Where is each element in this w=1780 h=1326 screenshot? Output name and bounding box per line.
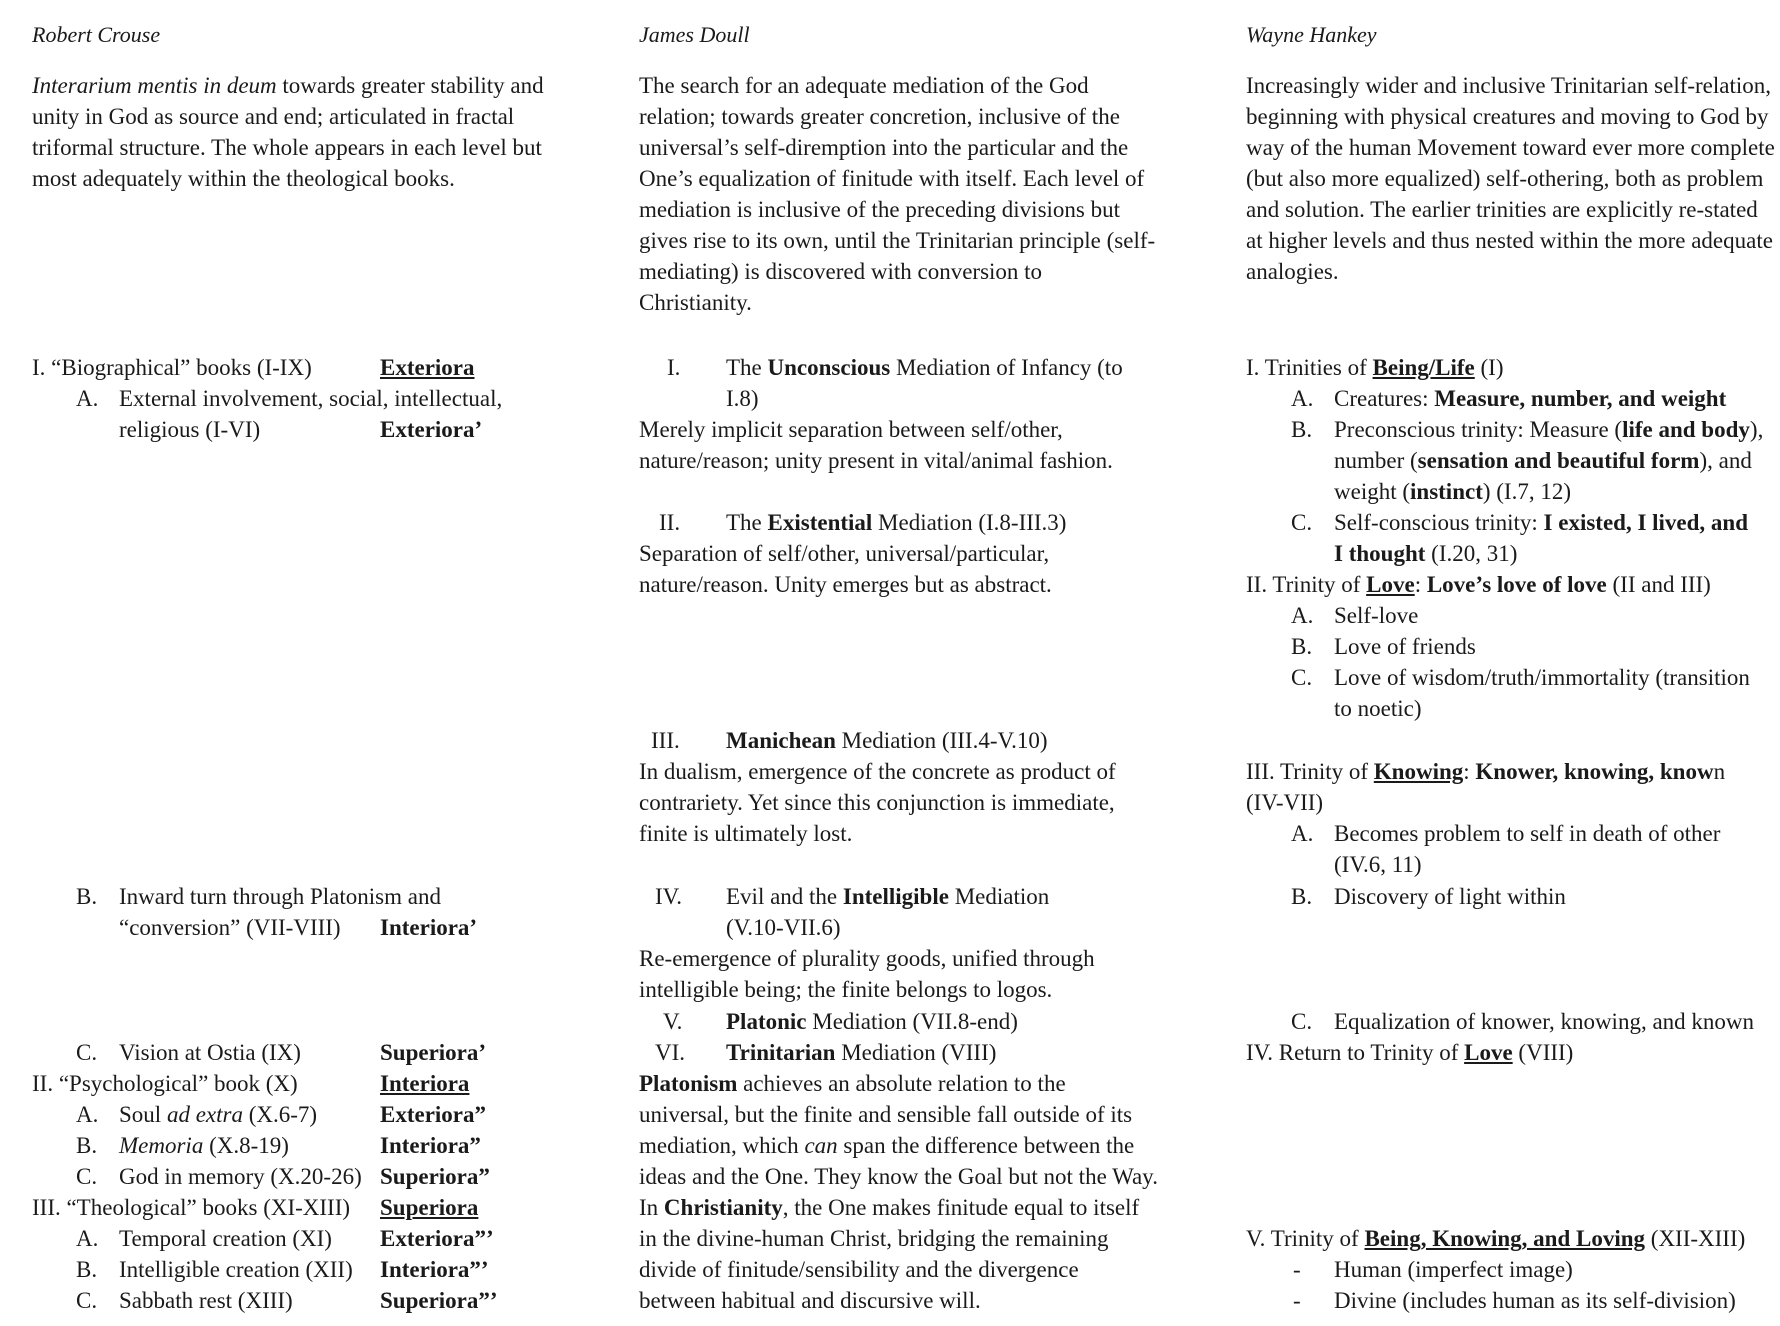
- doull-heading: The Existential Mediation (I.8-III.3): [726, 510, 1067, 535]
- doull-author: James Doull: [639, 22, 750, 47]
- crouse-label: Interiora”’: [380, 1257, 489, 1282]
- doull-heading-cont: I.8): [726, 386, 759, 411]
- crouse-item-text: religious (I-VI): [119, 417, 261, 442]
- doull-heading: Platonic Mediation (VII.8-end): [726, 1009, 1018, 1034]
- crouse-label: Exteriora”’: [380, 1226, 494, 1251]
- crouse-intro: [32, 70, 562, 194]
- crouse-label: Superiora’: [380, 1040, 487, 1065]
- crouse-item-text: Soul ad extra (X.6-7): [119, 1102, 318, 1127]
- crouse-item-text: Inward turn through Platonism and: [119, 884, 441, 909]
- hankey-item-cont: (IV.6, 11): [1334, 852, 1422, 877]
- hankey-section-3: III. Trinity of Knowing: Knower, knowing, known: [1246, 759, 1726, 784]
- doull-desc: In dualism, emergence of the concrete as product of contrariety. Yet since this conjunction is immediate, finite is ultimately lost.: [639, 759, 1116, 846]
- doull-desc: Merely implicit separation between self/other, nature/reason; unity present in vital/animal fashion.: [639, 417, 1113, 473]
- crouse-letter: A.: [76, 386, 99, 411]
- doull-num: IV.: [655, 884, 683, 909]
- crouse-label: Exteriora’: [380, 417, 483, 442]
- crouse-letter: B.: [76, 1257, 98, 1282]
- hankey-letter: A.: [1291, 603, 1314, 628]
- crouse-intro-text: towards greater stability and unity in God as source and end; articulated in fractal triformal structure. The whole appears in each level but most adequately within the theological books.: [32, 73, 544, 191]
- crouse-section-1: I. “Biographical” books (I-IX): [32, 355, 312, 380]
- crouse-intro-italic: Interarium mentis in deum: [32, 73, 277, 98]
- crouse-section-2: II. “Psychological” book (X): [32, 1071, 298, 1096]
- hankey-letter: B.: [1291, 634, 1313, 659]
- doull-num: III.: [651, 728, 680, 753]
- hankey-dash: -: [1293, 1257, 1301, 1282]
- crouse-item-text: Sabbath rest (XIII): [119, 1288, 293, 1313]
- hankey-letter: A.: [1291, 821, 1314, 846]
- hankey-section-2: II. Trinity of Love: Love’s love of love (II and III): [1246, 572, 1711, 597]
- doull-heading: Trinitarian Mediation (VIII): [726, 1040, 997, 1065]
- hankey-item: Human (imperfect image): [1334, 1257, 1573, 1282]
- doull-heading: Evil and the Intelligible Mediation: [726, 884, 1050, 909]
- hankey-section-5: V. Trinity of Being, Knowing, and Loving (XII-XIII): [1246, 1226, 1746, 1251]
- hankey-item: Discovery of light within: [1334, 884, 1566, 909]
- doull-desc: Separation of self/other, universal/particular, nature/reason. Unity emerges but as abstract.: [639, 541, 1052, 597]
- crouse-label: Interiora’: [380, 915, 478, 940]
- hankey-letter: C.: [1291, 1009, 1313, 1034]
- crouse-label-superiora: Superiora: [380, 1195, 479, 1220]
- doull-num: VI.: [655, 1040, 686, 1065]
- crouse-item-text: Intelligible creation (XII): [119, 1257, 353, 1282]
- crouse-label: Interiora”: [380, 1133, 481, 1158]
- hankey-section-1: I. Trinities of Being/Life (I): [1246, 355, 1504, 380]
- hankey-intro: Increasingly wider and inclusive Trinitarian self-relation, beginning with physical creatures and moving to God by way of the human Movement toward ever more complete (but also more equalized) self-othering, both as problem and solution. The earlier trinities are explicitly re-stated at higher levels and thus nested within the more adequate analogies.: [1246, 73, 1775, 284]
- crouse-label: Exteriora”: [380, 1102, 487, 1127]
- hankey-letter: B.: [1291, 417, 1313, 442]
- hankey-letter: A.: [1291, 386, 1314, 411]
- hankey-item: Equalization of knower, knowing, and known: [1334, 1009, 1755, 1034]
- crouse-letter: B.: [76, 1133, 98, 1158]
- hankey-item: Preconscious trinity: Measure (life and body),: [1334, 417, 1764, 442]
- crouse-item-text: Memoria (X.8-19): [119, 1133, 289, 1158]
- crouse-letter: A.: [76, 1226, 99, 1251]
- crouse-item-text: Vision at Ostia (IX): [119, 1040, 301, 1065]
- hankey-item-cont: weight (instinct) (I.7, 12): [1334, 479, 1571, 504]
- crouse-label: Superiora”: [380, 1164, 490, 1189]
- hankey-letter: C.: [1291, 510, 1313, 535]
- doull-heading: Manichean Mediation (III.4-V.10): [726, 728, 1048, 753]
- hankey-item: Self-love: [1334, 603, 1419, 628]
- doull-num: II.: [659, 510, 681, 535]
- crouse-item-text: God in memory (X.20-26): [119, 1164, 362, 1189]
- doull-heading-cont: (V.10-VII.6): [726, 915, 841, 940]
- hankey-item: Becomes problem to self in death of other: [1334, 821, 1721, 846]
- crouse-author: Robert Crouse: [32, 22, 161, 47]
- doull-intro: The search for an adequate mediation of the God relation; towards greater concretion, inclusive of the universal’s self-diremption into the particular and the One’s equalization of finitude with itself. Each level of mediation is inclusive of the preceding divisions but gives rise to its own, until the Trinitarian principle (self-mediating) is discovered with conversion to Christianity.: [639, 73, 1156, 315]
- hankey-item: Self-conscious trinity: I existed, I lived, and: [1334, 510, 1749, 535]
- crouse-letter: A.: [76, 1102, 99, 1127]
- crouse-letter: C.: [76, 1164, 98, 1189]
- hankey-section-4: IV. Return to Trinity of Love (VIII): [1246, 1040, 1574, 1065]
- crouse-letter: B.: [76, 884, 98, 909]
- doull-heading: The Unconscious Mediation of Infancy (to: [726, 355, 1123, 380]
- hankey-item-cont: I thought (I.20, 31): [1334, 541, 1518, 566]
- hankey-item-cont: to noetic): [1334, 696, 1422, 721]
- crouse-letter: C.: [76, 1288, 98, 1313]
- hankey-dash: -: [1293, 1288, 1301, 1313]
- crouse-section-3: III. “Theological” books (XI-XIII): [32, 1195, 351, 1220]
- doull-num: I.: [667, 355, 681, 380]
- hankey-item: Love of friends: [1334, 634, 1476, 659]
- crouse-item-text: External involvement, social, intellectual,: [119, 386, 503, 411]
- crouse-item-text: “conversion” (VII-VIII): [119, 915, 341, 940]
- hankey-author: Wayne Hankey: [1246, 22, 1377, 47]
- crouse-label-interiora: Interiora: [380, 1071, 470, 1096]
- doull-final-paragraph: Platonism achieves an absolute relation to the universal, but the finite and sensible fall outside of its mediation, which can span the difference between the ideas and the One. They know the Goal but not the Way. In Christianity, the One makes finitude equal to itself in the divine-human Christ, bridging the remaining divide of finitude/sensibility and the divergence between habitual and discursive will.: [639, 1071, 1158, 1313]
- crouse-label-exteriora: Exteriora: [380, 355, 475, 380]
- hankey-item: Love of wisdom/truth/immortality (transition: [1334, 665, 1750, 690]
- doull-desc: Re-emergence of plurality goods, unified through intelligible being; the finite belongs to logos.: [639, 946, 1095, 1002]
- hankey-item: Divine (includes human as its self-division): [1334, 1288, 1736, 1313]
- hankey-section-3-cont: (IV-VII): [1246, 790, 1324, 815]
- crouse-item-text: Temporal creation (XI): [119, 1226, 332, 1251]
- hankey-letter: C.: [1291, 665, 1313, 690]
- crouse-letter: C.: [76, 1040, 98, 1065]
- hankey-item-cont: number (sensation and beautiful form), and: [1334, 448, 1752, 473]
- crouse-label: Superiora”’: [380, 1288, 498, 1313]
- hankey-letter: B.: [1291, 884, 1313, 909]
- doull-num: V.: [663, 1009, 683, 1034]
- hankey-item: Creatures: Measure, number, and weight: [1334, 386, 1727, 411]
